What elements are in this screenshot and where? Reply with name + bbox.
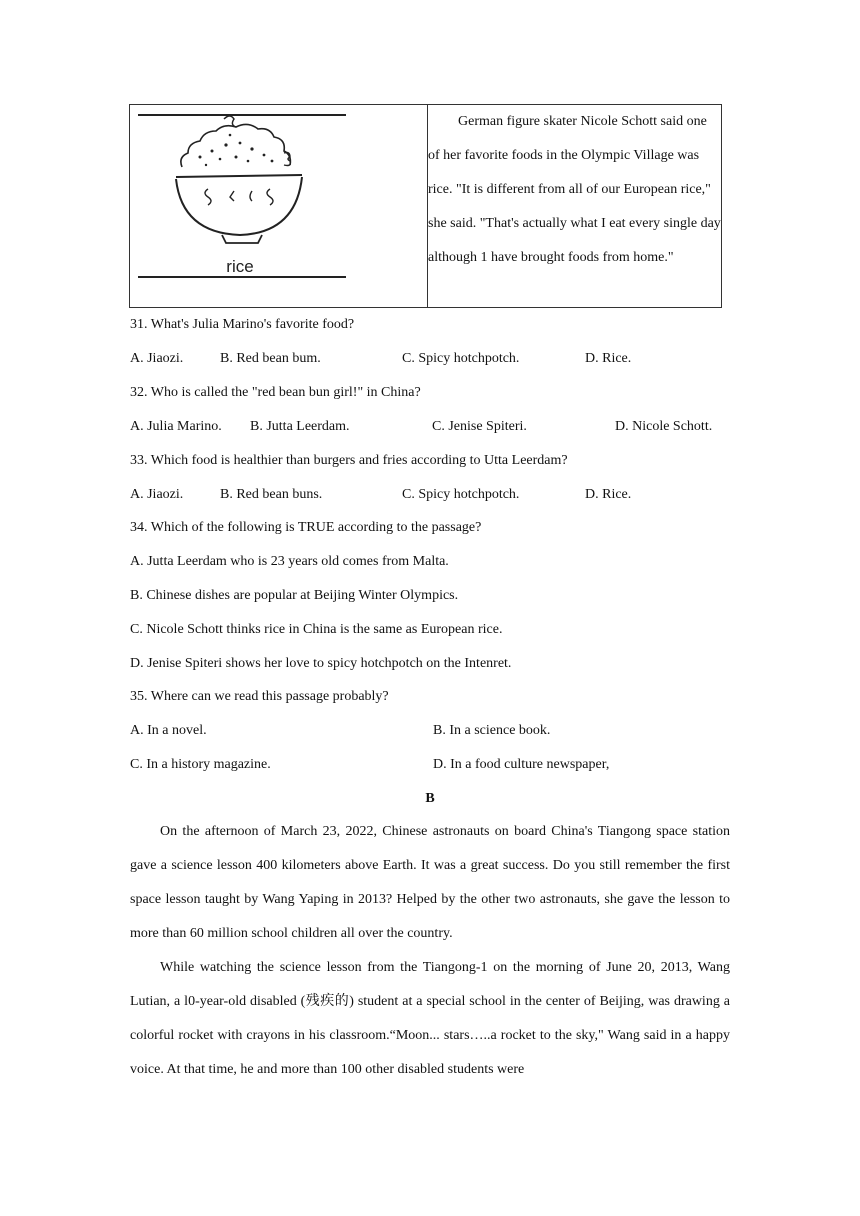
q31-option-b: B. Red bean bum. [220,351,321,366]
paragraph-1: On the afternoon of March 23, 2022, Chinese astronauts on board China's Tiangong space station gave a science lesson 400 kilometers above Earth. It was a great success. Do you still remember the first space lesson taught by Wang Yaping in 2013? Helped by the other two astronauts, she gave the lesson to more than 60 million school children all over the country. [130,824,730,941]
q33-option-d: D. Rice. [585,487,632,502]
question-35: 35. Where can we read this passage probably? [130,689,389,704]
figure-text-cell [428,105,722,308]
question-32: 32. Who is called the "red bean bun girl!" in China? [130,385,421,400]
q34-option-c: C. Nicole Schott thinks rice in China is the same as European rice. [130,622,503,637]
q35-option-d: D. In a food culture newspaper, [433,757,610,772]
paragraph-2: While watching the science lesson from the Tiangong-1 on the morning of June 20, 2013, Wang Lutian, a l0-year-old disabled (残疾的) student at a special school in the center of Beijing, was drawing a colorful rocket with crayons in his classroom.“Moon... stars…..a rocket to the sky," Wang said in a happy voice. At that time, he and more than 100 other disabled students were [130,960,730,1077]
figure-text: German figure skater Nicole Schott said one of her favorite foods in the Olympic Village was rice. "It is different from all of our European rice," she said. "That's actually what I eat every single day although 1 have brought foods from home." [428,114,721,265]
q31-option-d: D. Rice. [585,351,632,366]
q34-option-b: B. Chinese dishes are popular at Beijing Winter Olympics. [130,588,459,603]
q32-option-c: C. Jenise Spiteri. [432,419,527,434]
q31-option-c: C. Spicy hotchpotch. [402,351,520,366]
figure-table [129,104,722,308]
question-34: 34. Which of the following is TRUE according to the passage? [130,520,482,535]
q34-option-d: D. Jenise Spiteri shows her love to spicy hotchpotch on the Intenret. [130,656,512,671]
rice-image-cell [130,105,428,308]
q32-option-d: D. Nicole Schott. [615,419,713,434]
q33-option-c: C. Spicy hotchpotch. [402,487,520,502]
rice-label: rice [226,257,254,276]
rice-bowl-icon [130,105,426,307]
q32-option-b: B. Jutta Leerdam. [250,419,350,434]
question-31: 31. What's Julia Marino's favorite food? [130,317,355,332]
q34-option-a: A. Jutta Leerdam who is 23 years old comes from Malta. [130,554,449,569]
q35-option-b: B. In a science book. [433,723,551,738]
q35-option-c: C. In a history magazine. [130,757,271,772]
q35-option-a: A. In a novel. [130,723,207,738]
q32-option-a: A. Julia Marino. [130,419,222,434]
section-heading: B [425,791,435,806]
question-33: 33. Which food is healthier than burgers and fries according to Utta Leerdam? [130,453,568,468]
q33-option-a: A. Jiaozi. [130,487,184,502]
q33-option-b: B. Red bean buns. [220,487,323,502]
q31-option-a: A. Jiaozi. [130,351,184,366]
